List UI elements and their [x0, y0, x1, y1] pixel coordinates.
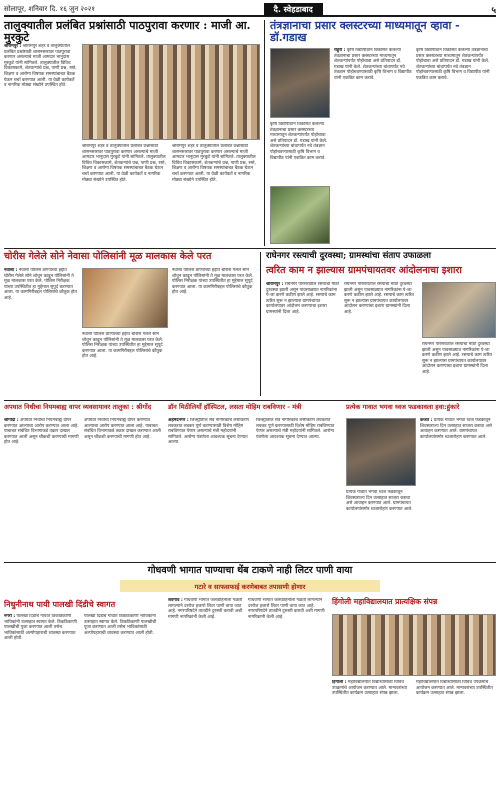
article-3-body-3: नेवासा पोलिस ठाण्याच्या हद्दीत चोरीस गेलेले सोने शोधून काढून पोलिसांनी ते मूळ मालकास परत केले. पोलिस निरीक्षक यांच्या उपस्थितीत हा मुद्देमाल सुपूर्द करण्यात आला. या कामगिरीबद्दल पोलिसांचे कौतुक होत आहे.	[172, 268, 254, 296]
article-3-headline: चोरीस गेलेले सोने नेवासा पोलिसांनी मूळ मालकास केले परत	[4, 251, 212, 262]
article-2-headline: तंत्रज्ञानाचा प्रसार क्लस्टरच्या माध्यमातून व्हावा - डॉ.गडाख	[270, 19, 460, 44]
article-7-text-col2	[346, 490, 416, 558]
article-4-headline: राघेनगर रस्त्याची दुरवस्था; ग्रामस्थांचा संताप उफाळला	[266, 251, 431, 261]
article-3-byline: नेवासा :	[4, 268, 18, 273]
article-8-body: गोधवणी भागात जलवाहिनीला गळती लागल्याने दररोज हजारो लिटर पाणी वाया जात आहे. नगरपरिषदेने तातडीने दुरुस्ती करावी अशी मागणी नागरिकांनी केली आहे.	[168, 598, 243, 620]
article-1-body-2: श्रीरामपुर शहर व तालुक्यातील प्रलंबित प्रश्नांसाठी शासनस्तरावर पाठपुरावा करणार असल्याचे माजी आमदार भानुदास मुरकुटे यांनी सांगितले. तालुक्यातील विविध विकासकामे, शेतकऱ्यांचे प्रश्न, पाणी प्रश्न, रस्ते, शिक्षण व आरोग्य विषयक समस्यांबाबत बैठक घेऊन चर्चा करण्यात आली. या वेळी कार्यकर्ते व नागरिक मोठ्या संख्येने उपस्थित होते.	[82, 144, 166, 183]
article-5-body-2: अपघात निधीचा नियमबाह्य वापर करण्यात आल्याचा आरोप करण्यात आला आहे. याबाबत संबंधित विभागाकडे तक्रार दाखल करण्यात आली असून चौकशी करण्याची मागणी होत आहे.	[84, 418, 161, 440]
article-2-photo	[270, 48, 330, 118]
article-10-body-2: पालखी दिंडीचे गावात ठिकठिकाणी भाविकांनी उत्साहात स्वागत केले. ठिकठिकाणी पालखीची पूजा करण्यात आली तसेच भाविकांसाठी अल्पोपहाराची व्यवस्था करण्यात आली होती.	[84, 614, 157, 636]
column-divider-2	[260, 252, 261, 396]
article-10-text-col2	[84, 614, 162, 792]
article-7-photo	[346, 418, 416, 486]
article-6-text-col2	[256, 418, 340, 558]
section-divider-1	[4, 248, 496, 249]
article-6-text	[168, 418, 252, 558]
article-7-text	[420, 418, 496, 558]
article-5-headline: अपघात निधीचा नियमबाह्य वापर व्यवसायावर तालुका : श्रीगोंद	[4, 403, 152, 411]
article-2-body-2: कृषि विद्यापीठाने विकसित केलेल्या तंत्रज्ञानाचा प्रसार क्लस्टरच्या माध्यमातून शेतकऱ्यांपर्यंत पोहोचावा असे प्रतिपादन डॉ. गडाख यांनी केले. शेतकऱ्यांच्या बांधापर्यंत नवे तंत्रज्ञान पोहोचवण्यासाठी कृषि विभाग व विद्यापीठ यांनी एकत्रित काम करावे.	[416, 48, 490, 81]
article-8-headline: गोधवणी भागात पाण्याचा थेंब टाकणे नाही लिटर पाणी वाया	[147, 565, 353, 576]
article-3-body: नेवासा पोलिस ठाण्याच्या हद्दीत चोरीस गेलेले सोने शोधून काढून पोलिसांनी ते मूळ मालकास परत केले. पोलिस निरीक्षक यांच्या उपस्थितीत हा मुद्देमाल सुपूर्द करण्यात आला. या कामगिरीबद्दल पोलिसांचे कौतुक होत आहे.	[4, 268, 77, 301]
article-9-body-2: महाविद्यालयात विद्यार्थ्यांसाठी विविध उपक्रमांचे आयोजन करण्यात आले. मान्यवरांच्या उपस्थितीत कार्यक्रम उत्साहात संपन्न झाला.	[416, 680, 493, 697]
article-10-body: पालखी दिंडीचे गावात ठिकठिकाणी भाविकांनी उत्साहात स्वागत केले. ठिकठिकाणी पालखीची पूजा करण्यात आली तसेच भाविकांसाठी अल्पोपहाराची व्यवस्था करण्यात आली होती.	[4, 614, 77, 642]
article-4-photo	[422, 282, 496, 338]
article-1-photo	[82, 44, 260, 140]
article-2-photo-2	[270, 186, 330, 244]
masthead-date: सोलापूर, शनिवार दि. १६ जुन २०२१	[4, 4, 95, 13]
article-6-body: जिल्ह्यातील सर्व नागरिकांचे लसीकरण लवकरात लवकर पूर्ण करण्यासाठी विशेष मोहिम राबविण्यात येणार असल्याचे मंत्री महोदयांनी सांगितले. आरोग्य यंत्रणेला आवश्यक सूचना देण्यात आल्या.	[168, 418, 249, 446]
article-2-body-3: कृषि विद्यापीठाने विकसित केलेल्या तंत्रज्ञानाचा प्रसार क्लस्टरच्या माध्यमातून शेतकऱ्यांपर्यंत पोहोचावा असे प्रतिपादन डॉ. गडाख यांनी केले. शेतकऱ्यांच्या बांधापर्यंत नवे तंत्रज्ञान पोहोचवण्यासाठी कृषि विभाग व विद्यापीठ यांनी एकत्रित काम करावे.	[270, 122, 328, 161]
article-1-text-col3	[172, 144, 260, 242]
article-5-text-col2	[84, 418, 162, 558]
article-9-text	[332, 680, 412, 792]
article-3-text	[4, 268, 78, 396]
article-8-text-col2	[248, 598, 326, 792]
article-9-byline: हिंगोली :	[332, 680, 347, 685]
article-6-body-2: जिल्ह्यातील सर्व नागरिकांचे लसीकरण लवकरात लवकर पूर्ण करण्यासाठी विशेष मोहिम राबविण्यात येणार असल्याचे मंत्री महोदयांनी सांगितले. आरोग्य यंत्रणेला आवश्यक सूचना देण्यात आल्या.	[256, 418, 335, 440]
article-1-text-col2	[82, 144, 168, 242]
column-divider	[264, 20, 265, 246]
article-7-body-2: प्रत्येक गावात भगवा ध्वज फडकावून शिवस्वराज्य दिन उत्साहात साजरा करावा असे आवाहन करण्यात आले. ग्रामपंचायत कार्यालयांसमोर ध्वजारोहण करण्यात आले.	[346, 490, 413, 512]
article-2-body: कृषि विद्यापीठाने विकसित केलेल्या तंत्रज्ञानाचा प्रसार क्लस्टरच्या माध्यमातून शेतकऱ्यांपर्यंत पोहोचावा असे प्रतिपादन डॉ. गडाख यांनी केले. शेतकऱ्यांच्या बांधापर्यंत नवे तंत्रज्ञान पोहोचवण्यासाठी कृषि विभाग व विद्यापीठ यांनी एकत्रित काम करावे.	[334, 48, 412, 81]
article-9-body: महाविद्यालयात विद्यार्थ्यांसाठी विविध उपक्रमांचे आयोजन करण्यात आले. मान्यवरांच्या उपस्थितीत कार्यक्रम उत्साहात संपन्न झाला.	[332, 680, 407, 697]
article-1-text	[4, 44, 78, 242]
article-4-byline: श्रीरामपुर :	[266, 282, 284, 287]
article-10-byline: नगरी :	[4, 614, 16, 619]
article-2-text-col2	[416, 48, 496, 244]
article-1-byline: श्रीरामपुर :	[4, 44, 22, 49]
article-7-byline: कर्जत :	[420, 418, 433, 423]
article-5-text	[4, 418, 80, 558]
article-10-text	[4, 614, 80, 792]
article-8-body-2: गोधवणी भागात जलवाहिनीला गळती लागल्याने दररोज हजारो लिटर पाणी वाया जात आहे. नगरपरिषदेने तातडीने दुरुस्ती करावी अशी मागणी नागरिकांनी केली आहे.	[248, 598, 325, 620]
article-4-body-3: राघेनगर परिसरातील रस्त्याची मोठी दुरवस्था झाली असून पावसाळ्यात नागरिकांना ये-जा करणे कठीण झाले आहे. रस्त्याचे काम त्वरित सुरू न झाल्यास ग्रामपंचायत कार्यालयावर आंदोलन करण्याचा इशारा ग्रामस्थांनी दिला आहे.	[422, 342, 493, 375]
article-4-text-col3	[422, 342, 496, 396]
article-4-subheadline: त्वरित काम न झाल्यास ग्रामपंचायतवर आंदोलनाचा इशारा	[266, 265, 462, 276]
article-2-text	[334, 48, 412, 244]
article-3-photo	[82, 268, 168, 328]
article-5-byline: श्रीगोंदा :	[4, 418, 19, 423]
article-2-text-col3	[270, 122, 330, 182]
article-6-byline: अहमदनगर :	[168, 418, 189, 423]
section-divider-3	[4, 562, 496, 563]
article-9-photo	[332, 614, 496, 676]
article-7-headline: प्रत्येक गावात भगवा ध्वज फडकावला हवा:हुंकारे	[346, 403, 460, 411]
article-8-text	[168, 598, 244, 792]
article-9-headline: हिंगोली महाविद्यालयात प्रात्यक्षिक संपन्न	[332, 597, 438, 606]
section-divider-2	[4, 400, 496, 401]
article-4-body-2: राघेनगर परिसरातील रस्त्याची मोठी दुरवस्था झाली असून पावसाळ्यात नागरिकांना ये-जा करणे कठीण झाले आहे. रस्त्याचे काम त्वरित सुरू न झाल्यास ग्रामपंचायत कार्यालयावर आंदोलन करण्याचा इशारा ग्रामस्थांनी दिला आहे.	[344, 282, 415, 315]
article-3-text-col3	[172, 268, 256, 396]
article-8-banner: गटारे व साफसफाई करणेबाबत तपासणी होणार	[120, 580, 380, 592]
article-4-body: राघेनगर परिसरातील रस्त्याची मोठी दुरवस्था झाली असून पावसाळ्यात नागरिकांना ये-जा करणे कठीण झाले आहे. रस्त्याचे काम त्वरित सुरू न झाल्यास ग्रामपंचायत कार्यालयावर आंदोलन करण्याचा इशारा ग्रामस्थांनी दिला आहे.	[266, 282, 339, 315]
article-5-body: अपघात निधीचा नियमबाह्य वापर करण्यात आल्याचा आरोप करण्यात आला आहे. याबाबत संबंधित विभागाकडे तक्रार दाखल करण्यात आली असून चौकशी करण्याची मागणी होत आहे.	[4, 418, 79, 446]
article-4-text	[266, 282, 340, 396]
article-1-headline: तालुक्यातील प्रलंबित प्रश्नांसाठी पाठपुरावा करणार : माजी आ. मुरकुटे	[4, 19, 251, 44]
page-number: ५	[491, 5, 496, 16]
article-8-byline: शेवगाव :	[168, 598, 183, 603]
article-6-headline: डॉन मिठीलियाँ हॉस्पिटल, लसता मोहिम राबविणार - मंत्री	[168, 403, 302, 411]
masthead	[4, 3, 496, 17]
masthead-title: दै. स्वेहडाबाद	[264, 3, 323, 16]
article-3-body-2: नेवासा पोलिस ठाण्याच्या हद्दीत चोरीस गेलेले सोने शोधून काढून पोलिसांनी ते मूळ मालकास परत केले. पोलिस निरीक्षक यांच्या उपस्थितीत हा मुद्देमाल सुपूर्द करण्यात आला. या कामगिरीबद्दल पोलिसांचे कौतुक होत आहे.	[82, 332, 164, 360]
article-1-body: श्रीरामपुर शहर व तालुक्यातील प्रलंबित प्रश्नांसाठी शासनस्तरावर पाठपुरावा करणार असल्याचे माजी आमदार भानुदास मुरकुटे यांनी सांगितले. तालुक्यातील विविध विकासकामे, शेतकऱ्यांचे प्रश्न, पाणी प्रश्न, रस्ते, शिक्षण व आरोग्य विषयक समस्यांबाबत बैठक घेऊन चर्चा करण्यात आली. या वेळी कार्यकर्ते व नागरिक मोठ्या संख्येने उपस्थित होते.	[4, 44, 77, 89]
article-7-body: प्रत्येक गावात भगवा ध्वज फडकावून शिवस्वराज्य दिन उत्साहात साजरा करावा असे आवाहन करण्यात आले. ग्रामपंचायत कार्यालयांसमोर ध्वजारोहण करण्यात आले.	[420, 418, 492, 440]
article-3-text-col2	[82, 332, 168, 396]
article-4-text-col2	[344, 282, 418, 396]
article-1-body-3: श्रीरामपुर शहर व तालुक्यातील प्रलंबित प्रश्नांसाठी शासनस्तरावर पाठपुरावा करणार असल्याचे माजी आमदार भानुदास मुरकुटे यांनी सांगितले. तालुक्यातील विविध विकासकामे, शेतकऱ्यांचे प्रश्न, पाणी प्रश्न, रस्ते, शिक्षण व आरोग्य विषयक समस्यांबाबत बैठक घेऊन चर्चा करण्यात आली. या वेळी कार्यकर्ते व नागरिक मोठ्या संख्येने उपस्थित होते.	[172, 144, 256, 183]
article-2-byline: राहुरी :	[334, 48, 346, 53]
article-10-headline: निधुनीनाथ पायी पालखी दिंडीचे स्वागत	[4, 599, 116, 609]
article-9-text-col2	[416, 680, 496, 792]
